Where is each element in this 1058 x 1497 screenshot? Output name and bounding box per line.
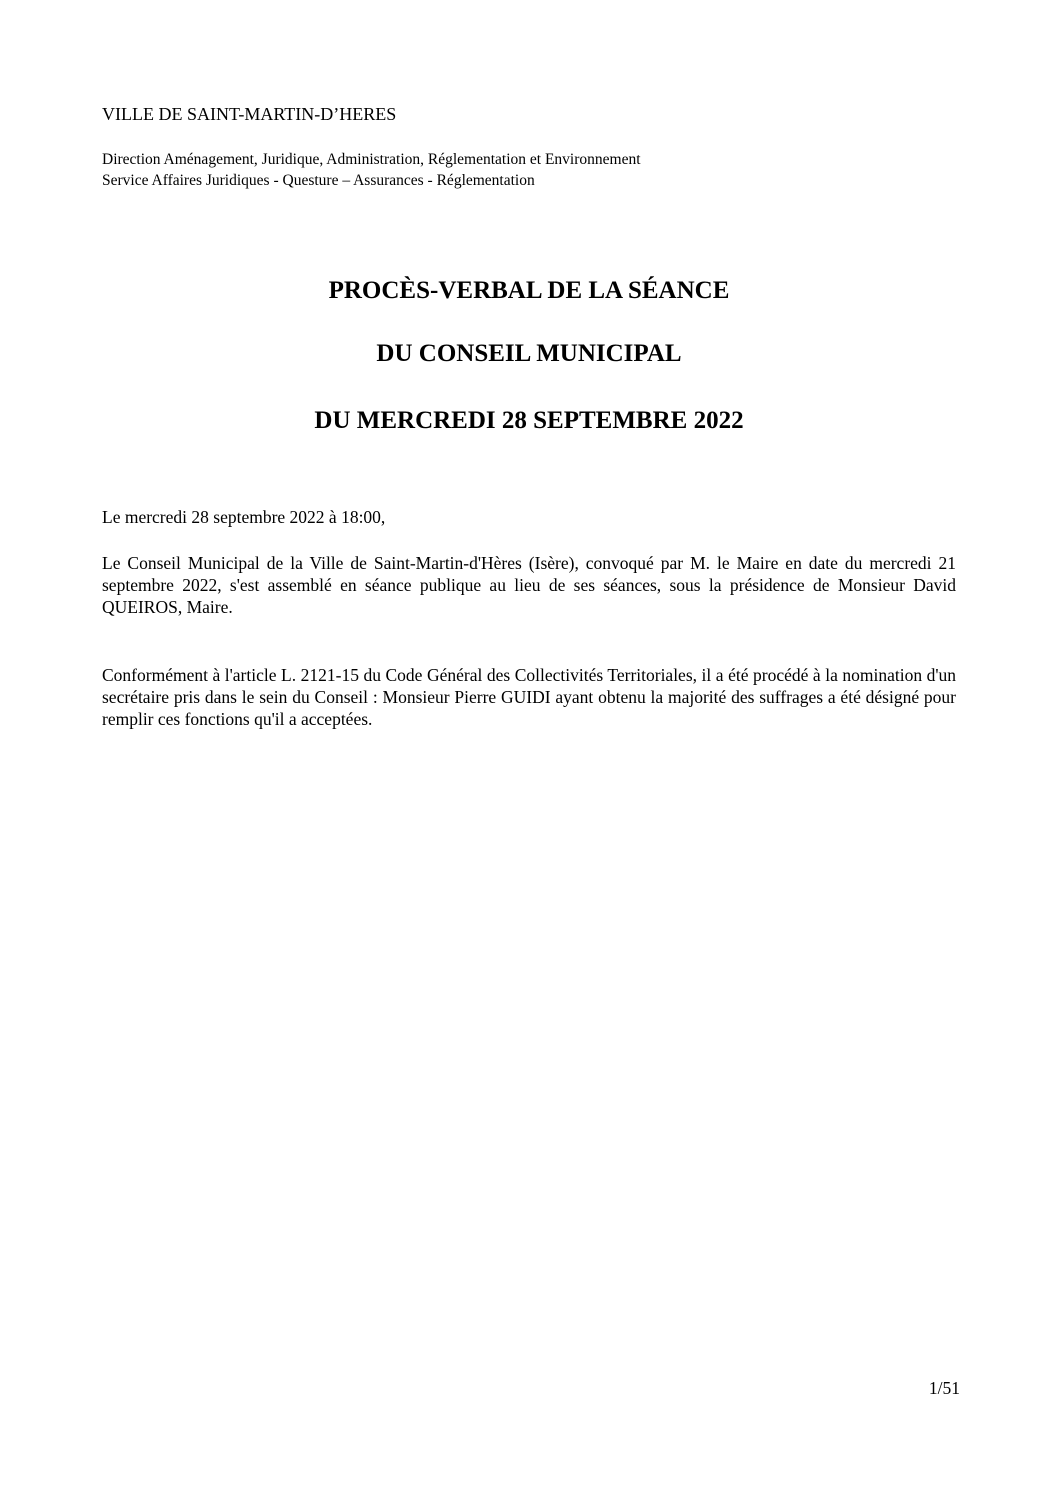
convocation-paragraph: Le Conseil Municipal de la Ville de Saint-Martin-d'Hères (Isère), convoqué par M. le Maire en date du mercredi 21 septembre 2022, s'est assemblé en séance publique au lieu de ses séances, sous la présidence de Monsieur David QUEIROS, Maire. bbox=[102, 553, 956, 617]
department-line-2: Service Affaires Juridiques - Questure – Assurances - Réglementation bbox=[102, 172, 535, 189]
title-line-3: DU MERCREDI 28 SEPTEMBRE 2022 bbox=[314, 407, 744, 434]
title-line-1: PROCÈS-VERBAL DE LA SÉANCE bbox=[328, 277, 730, 304]
page-number: 1/51 bbox=[928, 1378, 960, 1398]
session-datetime-paragraph: Le mercredi 28 septembre 2022 à 18:00, bbox=[102, 507, 386, 527]
title-line-2: DU CONSEIL MUNICIPAL bbox=[376, 340, 682, 367]
secretary-paragraph: Conformément à l'article L. 2121-15 du Code Général des Collectivités Territoriales, il a été procédé à la nomination d'un secrétaire pris dans le sein du Conseil : Monsieur Pierre GUIDI ayant obtenu la majorité des suffrages a été désigné pour remplir ces fonctions qu'il a acceptées. bbox=[102, 665, 956, 729]
department-line-1: Direction Aménagement, Juridique, Administration, Réglementation et Environnement bbox=[102, 151, 641, 168]
organization-name: VILLE DE SAINT-MARTIN-D’HERES bbox=[102, 104, 397, 124]
